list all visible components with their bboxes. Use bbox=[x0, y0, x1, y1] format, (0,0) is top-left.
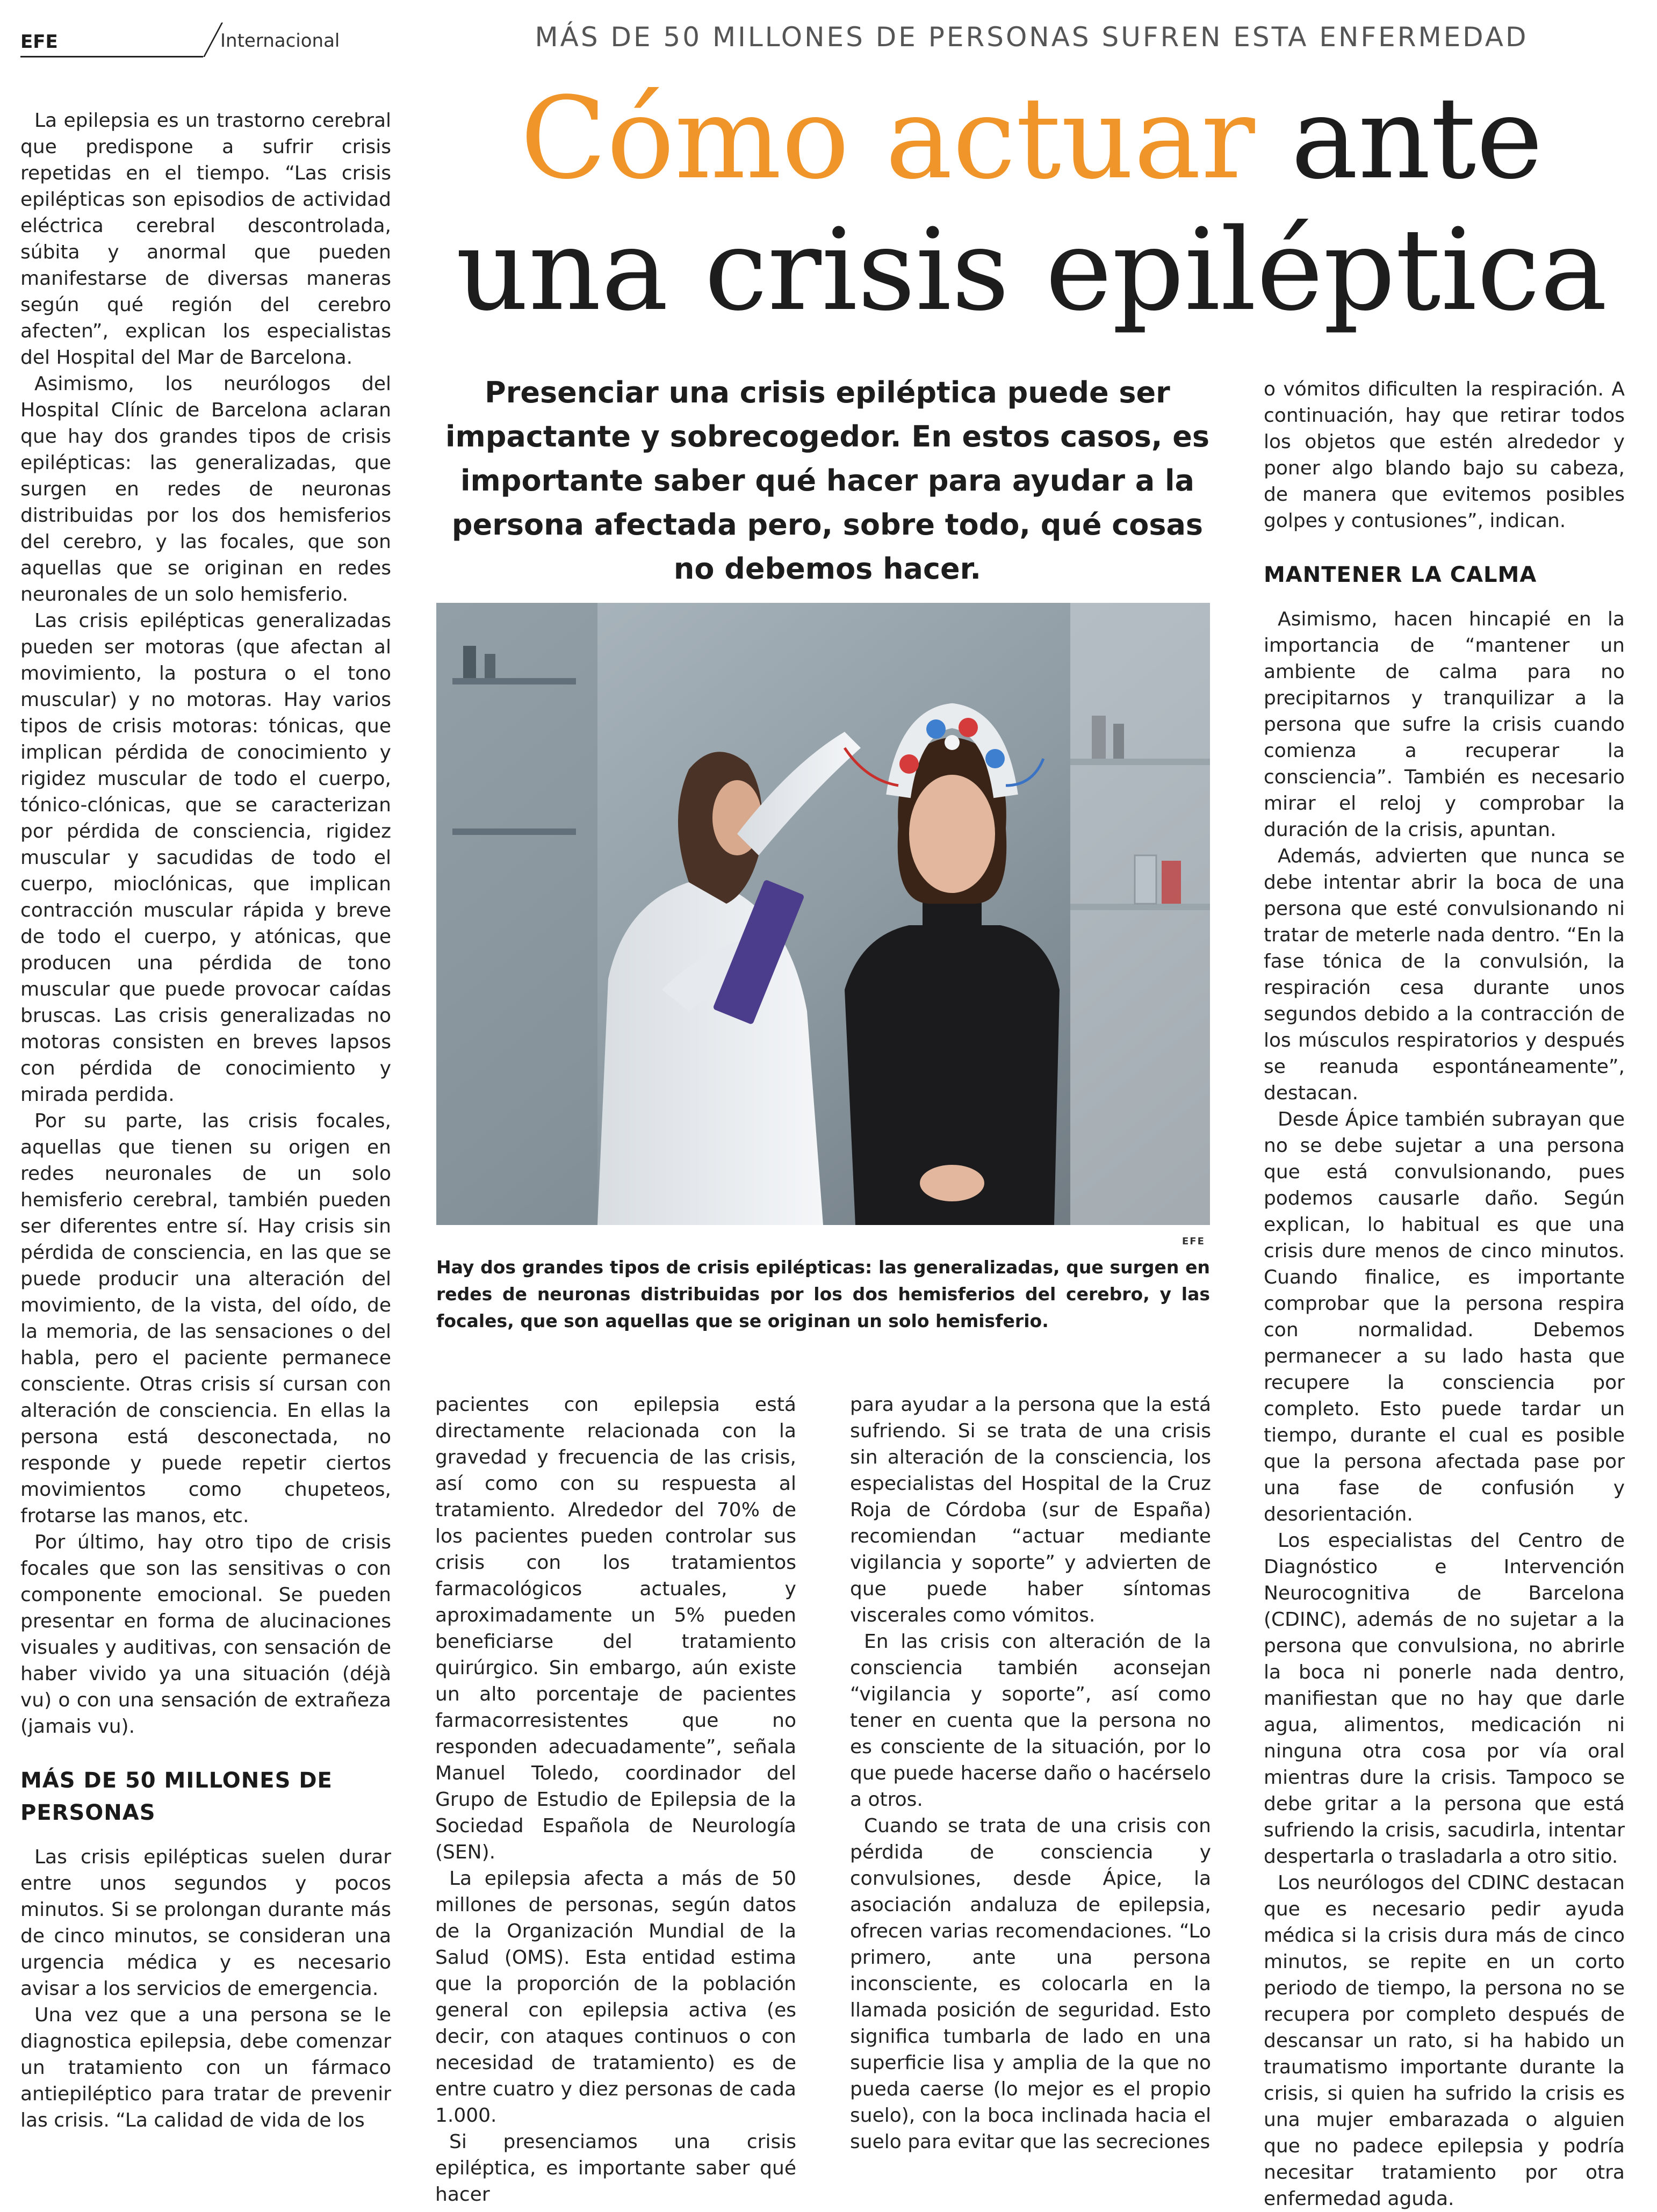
headline-accent: Cómo actuar bbox=[520, 73, 1255, 204]
article-column-1 bbox=[20, 107, 391, 2138]
paragraph: Asimismo, los neurólogos del Hospital Clínic de Barcelona aclaran que hay dos grandes tipos de crisis epilépticas: las generalizadas, que surgen en redes de neuronas distribuidas por los dos hemisferios del cerebro, y las focales, que son aquellas que se originan en redes neuronales de un solo hemisferio. bbox=[20, 373, 391, 606]
paragraph: La epilepsia es un trastorno cerebral que predispone a sufrir crisis repetidas en el tiempo. “Las crisis epilépticas son episodios de actividad eléctrica cerebral descontrolada, súbita y anormal que pueden manifestarse de diversas maneras según qué región del cerebro afecten”, explican los especialistas del Hospital del Mar de Barcelona. bbox=[20, 110, 391, 369]
paragraph: Además, advierten que nunca se debe intentar abrir la boca de una persona que esté convulsionando ni tratar de meterle nada dentro. “En la fase tónica de la convulsión, la respiración cesa durante unos segundos debido a la contracción de los músculos respiratorios y después se reanuda espontáneamente”, destacan. bbox=[1264, 845, 1625, 1104]
paragraph: Por su parte, las crisis focales, aquellas que tienen su origen en redes neuronales de un solo hemisferio cerebral, también pueden ser diferentes entre sí. Hay crisis sin pérdida de consciencia, en las que se puede producir una alteración del movimiento, de la vista, del oído, de la memoria, de las sensaciones o del habla, pero el paciente permanece consciente. Otras crisis sí cursan con alteración de consciencia. En ellas la persona está desconectada, no responde y puede repetir ciertos movimientos como chupeteos, frotarse las manos, etc. bbox=[20, 1110, 391, 1527]
paragraph: Las crisis epilépticas suelen durar entre unos segundos y pocos minutos. Si se prolongan durante más de cinco minutos, se consideran una urgencia médica y es necesario avisar a los servicios de emergencia. bbox=[20, 1846, 391, 2000]
paragraph: La epilepsia afecta a más de 50 millones de personas, según datos de la Organización Mundial de la Salud (OMS). Esta entidad estima que la proporción de la población general con epilepsia activa (es decir, con ataques continuos o con necesidad de tratamiento) es de entre cuatro y diez personas de cada 1.000. bbox=[435, 1868, 796, 2127]
paragraph: Los neurólogos del CDINC destacan que es necesario pedir ayuda médica si la crisis dura más de cinco minutos, se repite en un corto periodo de tiempo, la persona no se recupera por completo después de descansar un rato, si ha habido un traumatismo importante durante la crisis, si quien ha sufrido la crisis es una mujer embarazada o alguien que no padece epilepsia y podría necesitar tratamiento por otra enfermedad aguda. bbox=[1264, 1872, 1625, 2210]
paragraph: Si presenciamos una crisis epiléptica, es importante saber qué hacer bbox=[435, 2131, 796, 2206]
headline bbox=[435, 73, 1628, 336]
paragraph: Desde Ápice también subrayan que no se debe sujetar a una persona que está convulsionando, pues podemos causarle daño. Según explican, lo habitual es que una crisis dure menos de cinco minutos. Cuando finalice, es importante comprobar que la persona respira con normalidad. Debemos permanecer a su lado hasta que recupere la consciencia por completo. Esto puede tardar un tiempo, durante el cual es posible que la persona afectada pase por una fase de confusión y desorientación. bbox=[1264, 1108, 1625, 1525]
paragraph: para ayudar a la persona que la está sufriendo. Si se trata de una crisis sin alteración de la consciencia, los especialistas del Hospital de la Cruz Roja de Córdoba (sur de España) recomiendan “actuar mediante vigilancia y soporte” y advierten de que puede haber síntomas viscerales como vómitos. bbox=[850, 1394, 1211, 1626]
article-column-4 bbox=[1264, 376, 1625, 2210]
paragraph: pacientes con epilepsia está directamente relacionada con la gravedad y frecuencia de las crisis, así como con su respuesta al tratamiento. Alrededor del 70% de los pacientes pueden controlar sus crisis con los tratamientos farmacológicos actuales, y aproximadamente un 5% pueden beneficiarse del tratamiento quirúrgico. Sin embargo, aún existe un alto porcentaje de pacientes farmacorresistentes que no responden adecuadamente”, señala Manuel Toledo, coordinador del Grupo de Estudio de Epilepsia de la Sociedad Española de Neurología (SEN). bbox=[435, 1394, 796, 1863]
article-column-3 bbox=[850, 1392, 1211, 2153]
photo-credit: EFE bbox=[1182, 1236, 1205, 1247]
paragraph: Las crisis epilépticas generalizadas pueden ser motoras (que afectan al movimiento, la postura o el tono muscular) y no motoras. Hay varios tipos de crisis motoras: tónicas, que implican pérdida de conocimiento y rigidez muscular de todo el cuerpo, tónico-clónicas, que se caracterizan por pérdida de consciencia, rigidez muscular y sacudidas de todo el cuerpo, mioclónicas, que implican contracción muscular rápida y breve de todo el cuerpo, y atónicas, que producen una pérdida de tono muscular que puede provocar caídas bruscas. Las crisis generalizadas no motoras consisten en breves lapsos con pérdida de conocimiento y mirada perdida. bbox=[20, 610, 391, 1106]
paragraph: En las crisis con alteración de la consciencia también aconsejan “vigilancia y soporte”, así como tener en cuenta que la persona no es consciente de la situación, por lo que puede hacerse daño o hacérselo a otros. bbox=[850, 1631, 1211, 1811]
paragraph: Cuando se trata de una crisis con pérdida de consciencia y convulsiones, desde Ápice, la asociación andaluza de epilepsia, ofrecen varias recomendaciones. “Lo primero, ante una persona inconsciente, es colocarla en la llamada posición de seguridad. Esto significa tumbarla de lado en una superficie lisa y amplia de la que no pueda caerse (lo mejor es el propio suelo), con la boca inclinada hacia el suelo para evitar que las secreciones bbox=[850, 1815, 1211, 2153]
photo-caption: Hay dos grandes tipos de crisis epilépticas: las generalizadas, que surgen en redes de neuronas distribuidas por los dos hemisferios del cerebro, y las focales, que son aquellas que se originan un solo hemisferio. bbox=[436, 1257, 1210, 1331]
lead-paragraph: Presenciar una crisis epiléptica puede ser impactante y sobrecogedor. En estos casos, es importante saber qué hacer para ayudar a la persona afectada pero, sobre todo, qué cosas no debemos hacer. bbox=[445, 376, 1209, 586]
section-label: Internacional bbox=[220, 30, 340, 52]
subheading: MÁS DE 50 MILLONES DE PERSONAS bbox=[20, 1768, 333, 1825]
headline-rest: ante una crisis epiléptica bbox=[456, 73, 1608, 336]
paragraph: Una vez que a una persona se le diagnostica epilepsia, debe comenzar un tratamiento con un fármaco antiepiléptico para tratar de prevenir las crisis. “La calidad de vida de los bbox=[20, 2004, 391, 2131]
kicker: MÁS DE 50 MILLONES DE PERSONAS SUFREN ESTA ENFERMEDAD bbox=[535, 21, 1529, 53]
article-photo bbox=[436, 603, 1210, 1225]
article-column-2 bbox=[435, 1392, 796, 2206]
paragraph: Por último, hay otro tipo de crisis focales que son las sensitivas o con componente emocional. Se pueden presentar en forma de alucinaciones visuales y auditivas, con sensación de haber vivido ya una situación (déjà vu) o con una sensación de extrañeza (jamais vu). bbox=[20, 1531, 391, 1738]
paragraph: Los especialistas del Centro de Diagnóstico e Intervención Neurocognitiva de Barcelona (CDINC), además de no sujetar a la persona que convulsiona, no abrirle la boca ni ponerle nada dentro, manifiestan que no hay que darle agua, alimentos, medicación ni ninguna otra cosa por vía oral mientras dure la crisis. Tampoco se debe gritar a la persona que está sufriendo la crisis, sacudirla, intentar despertarla o trasladarla a otro sitio. bbox=[1264, 1530, 1625, 1868]
header-divider bbox=[20, 56, 203, 57]
subheading: MANTENER LA CALMA bbox=[1264, 563, 1537, 587]
paragraph: o vómitos dificulten la respiración. A continuación, hay que retirar todos los objetos que estén alrededor y poner algo blando bajo su cabeza, de manera que evitemos posibles golpes y contusiones”, indican. bbox=[1264, 378, 1625, 532]
paragraph: Asimismo, hacen hincapié en la importancia de “mantener un ambiente de calma para no precipitarnos y tranquilizar a la persona que sufre la crisis cuando comienza a recuperar la consciencia”. También es necesario mirar el reloj y comprobar la duración de la crisis, apuntan. bbox=[1264, 608, 1625, 841]
agency-label: EFE bbox=[20, 31, 58, 53]
